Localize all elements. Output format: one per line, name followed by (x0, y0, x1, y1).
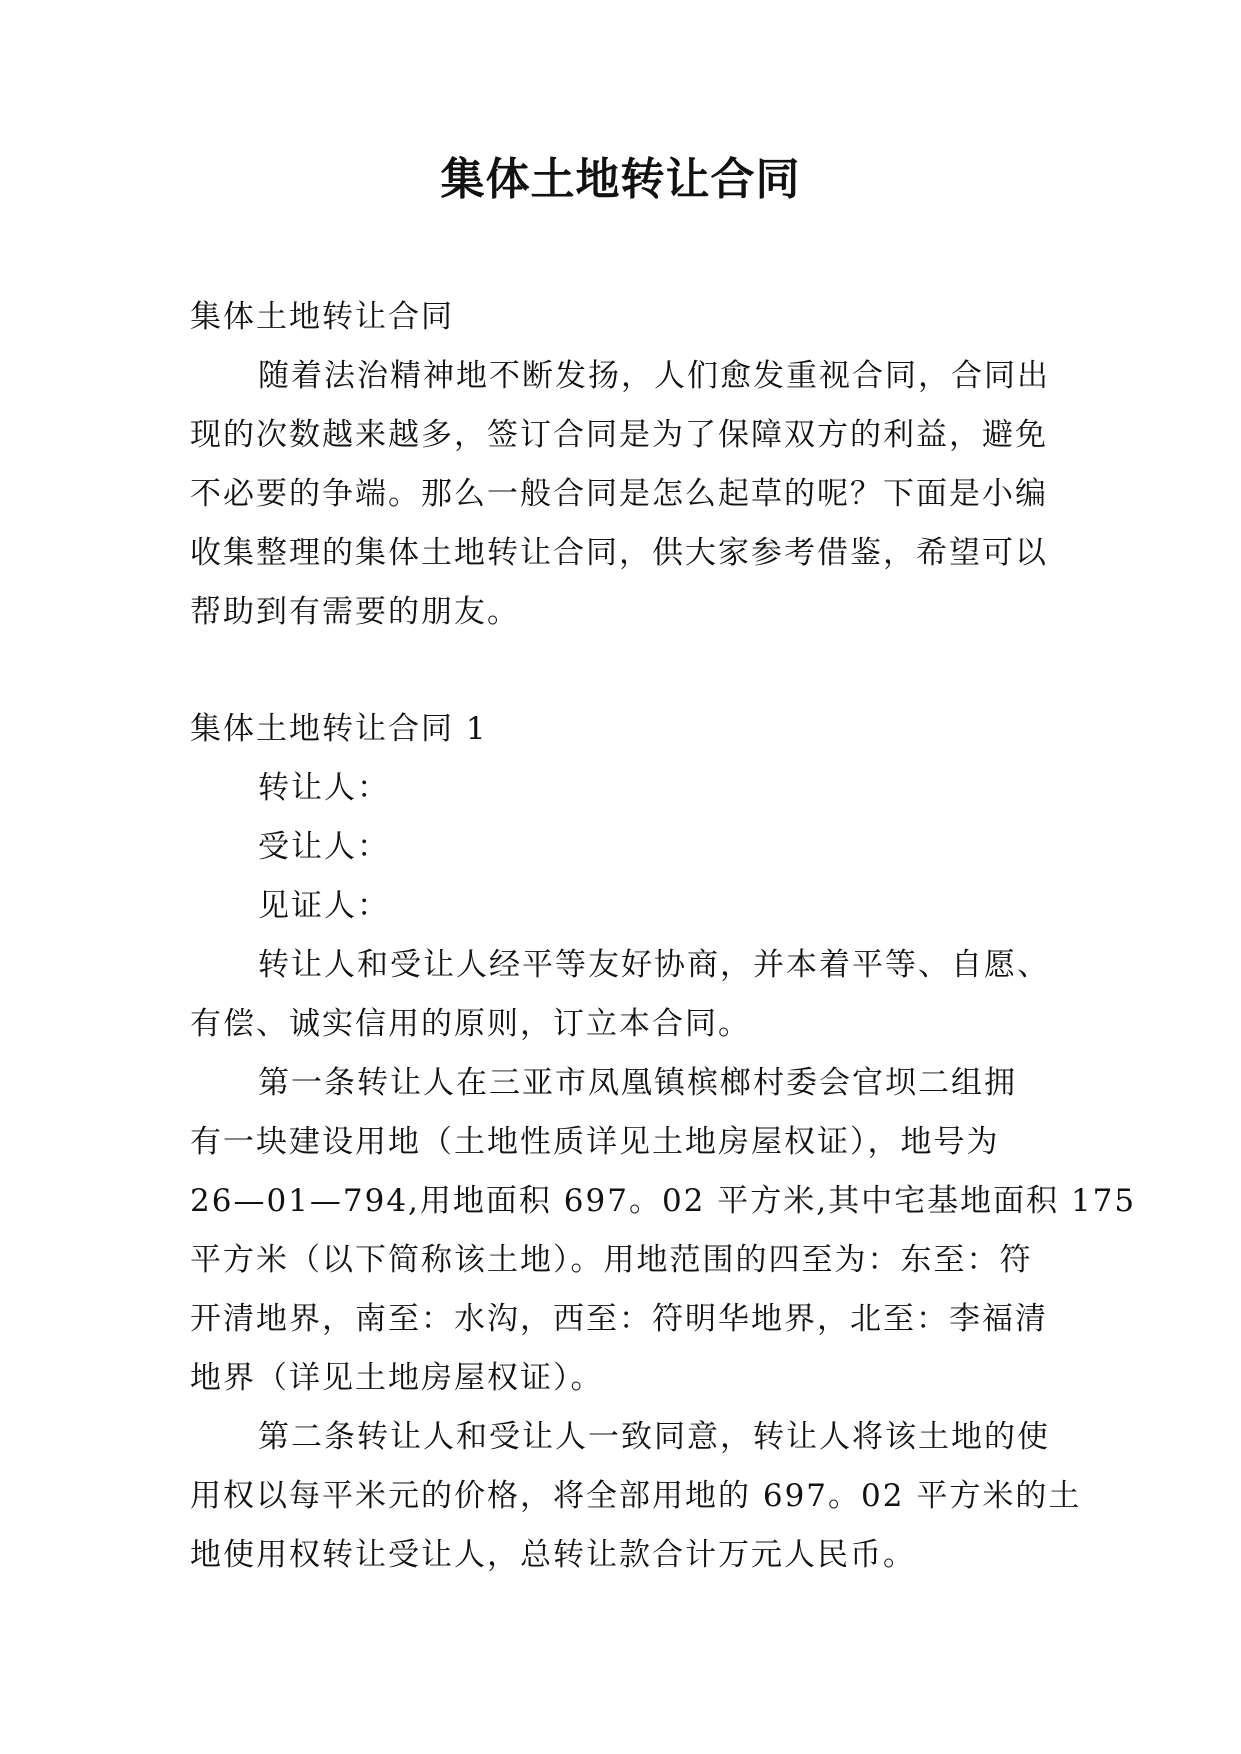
transferor-line: 转让人： (258, 770, 390, 806)
witness-line: 见证人： (258, 888, 390, 924)
document-body (190, 288, 1137, 1585)
document-subtitle: 集体土地转让合同 (190, 299, 454, 335)
intro-line: 帮助到有需要的朋友。 (190, 594, 520, 630)
intro-line: 收集整理的集体土地转让合同，供大家参考借鉴，希望可以 (190, 535, 1048, 571)
document-title: 集体土地转让合同 (440, 154, 801, 205)
intro-line: 不必要的争端。那么一般合同是怎么起草的呢？下面是小编 (190, 476, 1048, 512)
article-1-line: 地界（详见土地房屋权证）。 (190, 1360, 604, 1396)
intro-paragraph (190, 347, 1060, 642)
article-1-line: 开清地界，南至：水沟，西至：符明华地界，北至：李福清 (190, 1301, 1048, 1337)
article-2-line: 用权以每平米元的价格，将全部用地的 697。02 平方米的土 (190, 1478, 1082, 1514)
preamble-line: 转让人和受让人经平等友好协商，并本着平等、自愿、 (258, 947, 1050, 983)
preamble-line: 有偿、诚实信用的原则，订立本合同。 (190, 1006, 751, 1042)
article-2-line: 地使用权转让受让人，总转让款合计万元人民币。 (190, 1537, 916, 1573)
article-1-paragraph (190, 1054, 1137, 1408)
paragraph-gap (190, 642, 1060, 700)
transferee-line: 受让人： (258, 829, 390, 865)
intro-line: 随着法治精神地不断发扬，人们愈发重视合同，合同出 (258, 358, 1050, 394)
article-2-line: 第二条转让人和受让人一致同意，转让人将该土地的使 (258, 1419, 1050, 1455)
article-1-line: 26—01—794,用地面积 697。02 平方米,其中宅基地面积 175 (190, 1183, 1137, 1219)
article-1-line: 平方米（以下简称该土地）。用地范围的四至为：东至：符 (190, 1242, 1033, 1278)
article-1-line: 第一条转让人在三亚市凤凰镇槟榔村委会官坝二组拥 (258, 1065, 1017, 1101)
preamble-paragraph (190, 936, 1060, 1054)
intro-line: 现的次数越来越多，签订合同是为了保障双方的利益，避免 (190, 417, 1048, 453)
article-1-line: 有一块建设用地（土地性质详见土地房屋权证），地号为 (190, 1124, 1000, 1160)
article-2-paragraph (190, 1408, 1082, 1585)
section-heading: 集体土地转让合同 1 (190, 711, 488, 747)
